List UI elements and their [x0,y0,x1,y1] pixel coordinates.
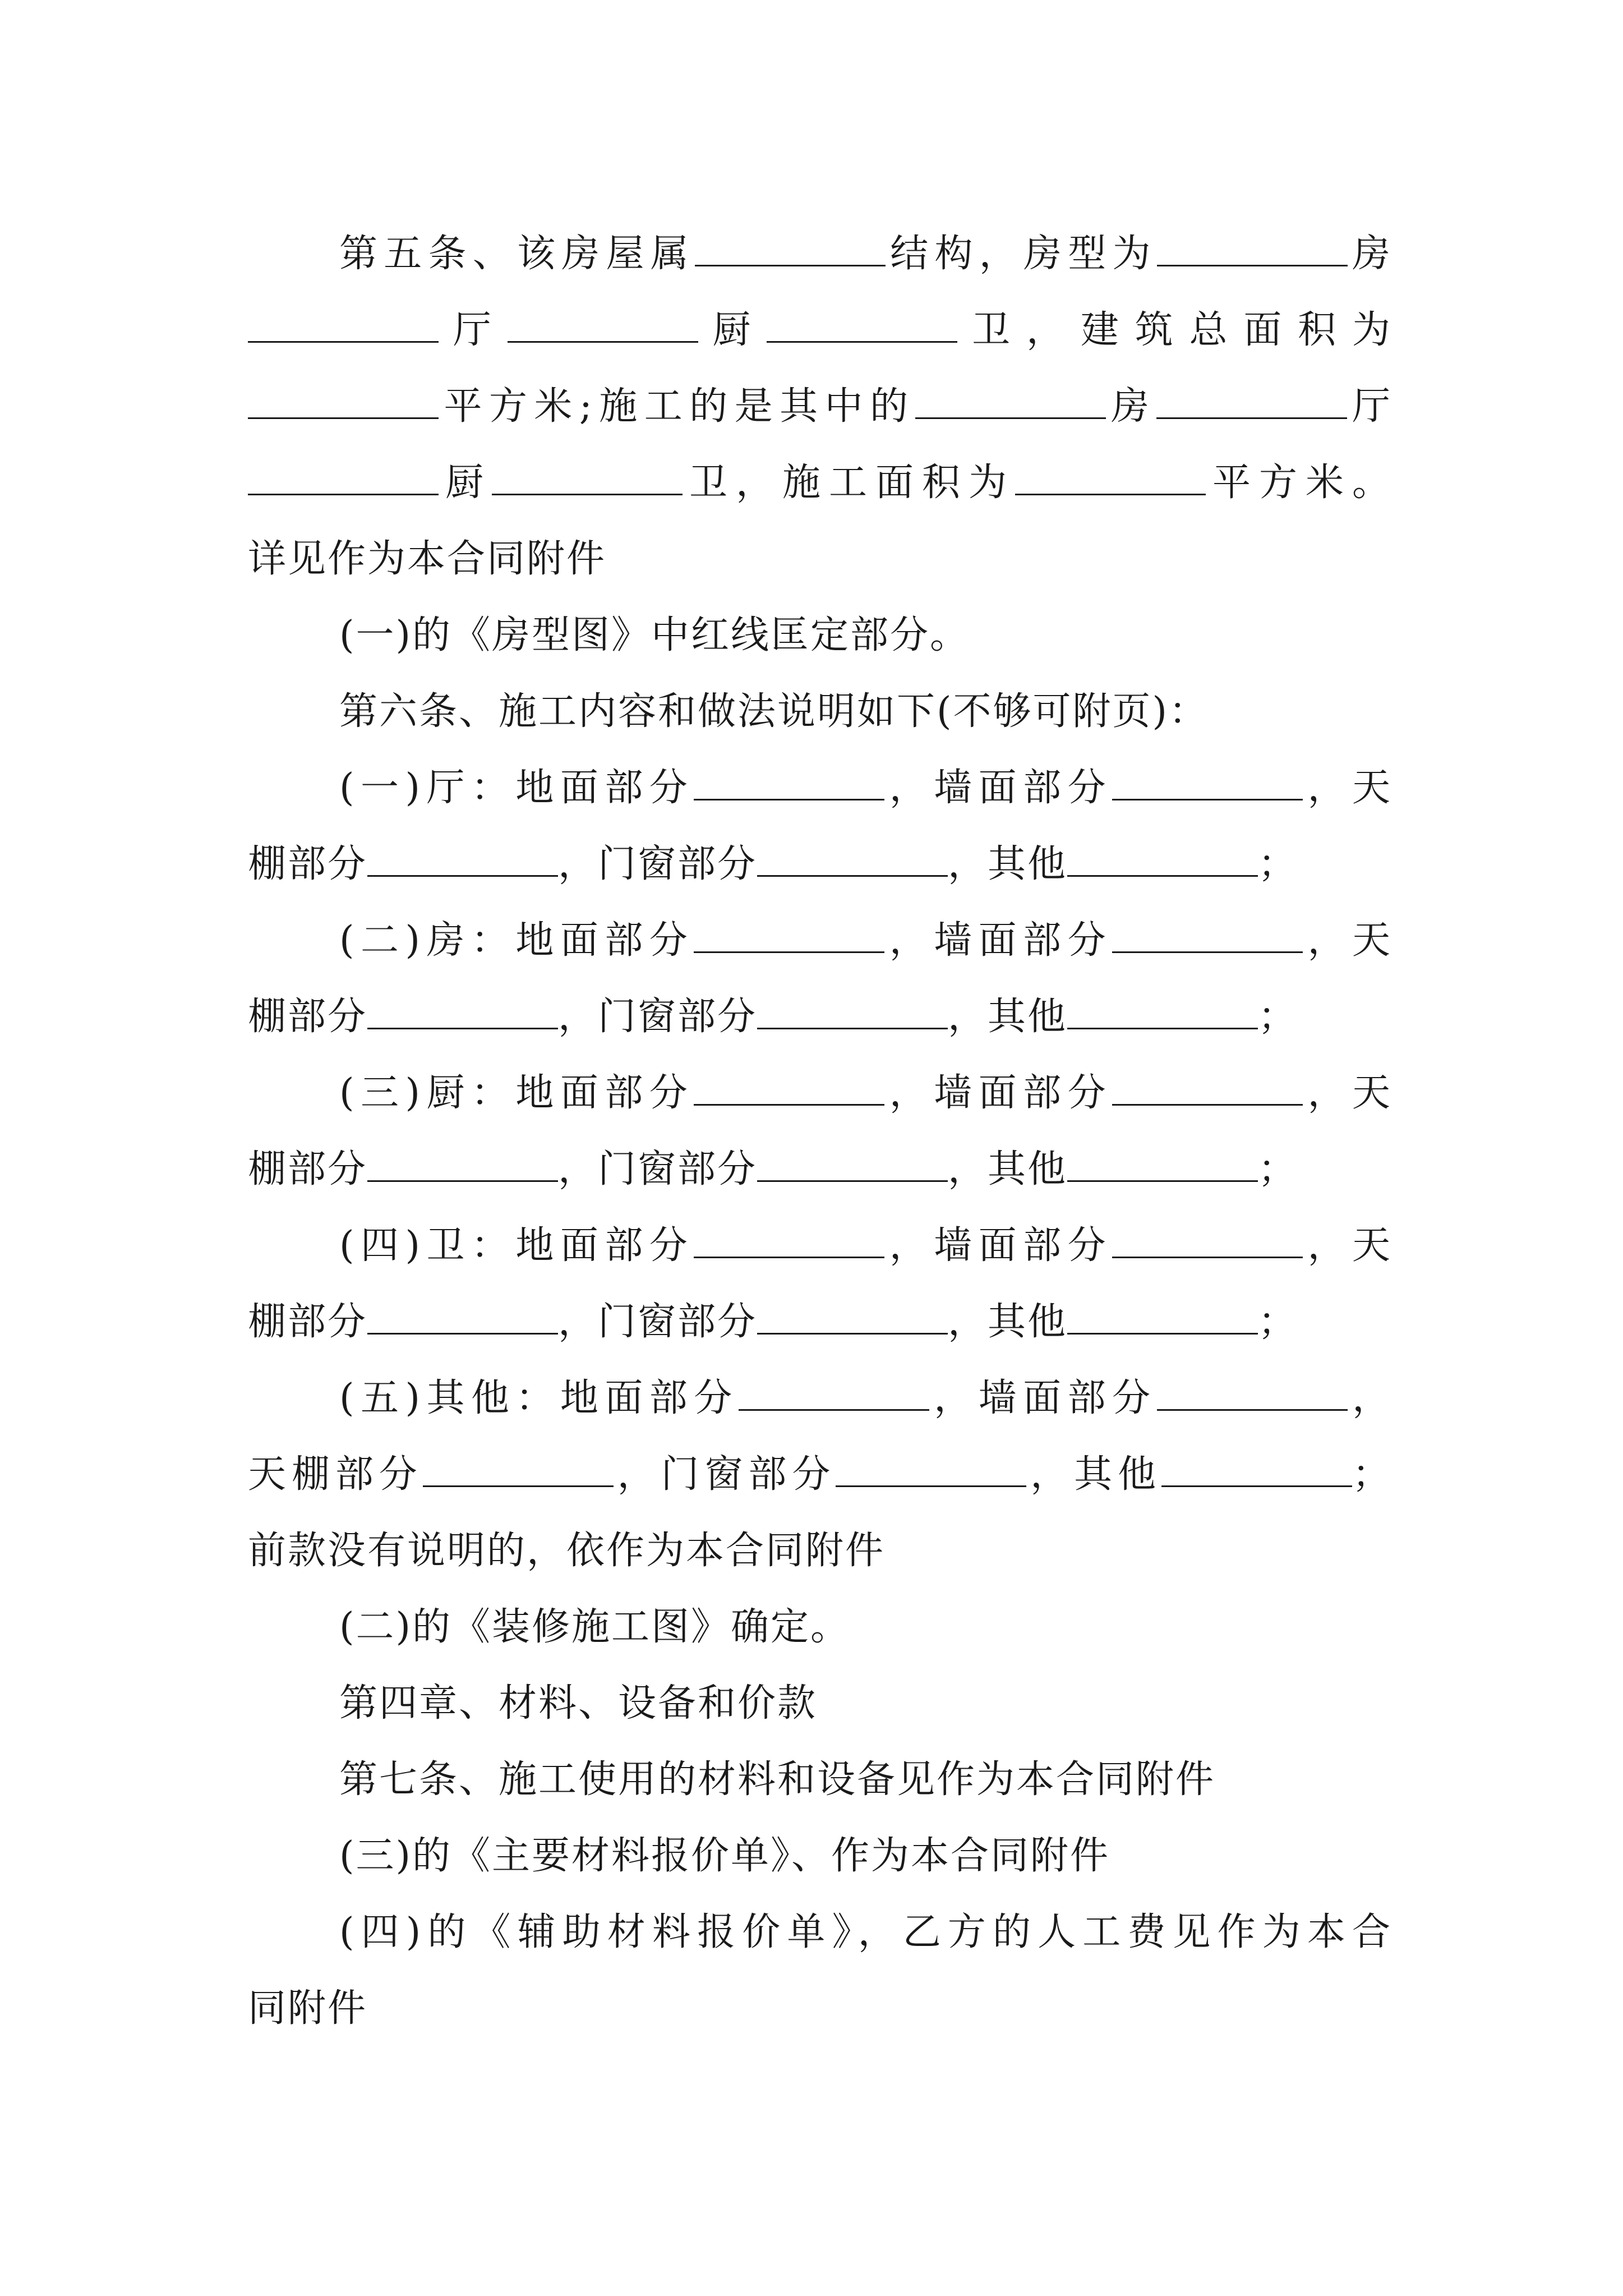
text-segment: (四)卫：地面部分 [339,1223,694,1268]
text-segment: 卫，建筑总面积为 [957,308,1392,352]
text-segment: 厨 [439,461,492,505]
fill-in-blank[interactable] [757,1303,948,1335]
fill-in-blank[interactable] [757,997,948,1029]
text-line [248,750,1392,826]
text-line [248,903,1392,979]
text-segment: 天棚部分 [248,1452,423,1497]
text-line [248,1513,1392,1589]
text-line [248,826,1392,903]
fill-in-blank[interactable] [1112,1074,1303,1106]
text-segment: ，天 [1303,1223,1392,1268]
text-line [248,1971,1392,2047]
text-segment: 第七条、施工使用的材料和设备见作为本合同附件 [339,1757,1216,1802]
text-segment: 卫，施工面积为 [683,461,1015,505]
fill-in-blank[interactable] [508,311,698,343]
text-line [248,1665,1392,1742]
fill-in-blank[interactable] [367,1303,558,1335]
contract-text-body [248,216,1392,2047]
text-line [248,1131,1392,1208]
text-segment: ，门窗部分 [558,1147,758,1191]
text-segment: (三)厨：地面部分 [339,1071,694,1115]
fill-in-blank[interactable] [1157,234,1348,266]
fill-in-blank[interactable] [1161,1455,1352,1487]
text-segment: ，墙面部分 [884,918,1113,963]
text-segment: 第四章、材料、设备和价款 [339,1681,818,1726]
text-line [248,1589,1392,1665]
fill-in-blank[interactable] [836,1455,1026,1487]
text-line [248,1284,1392,1360]
text-line [248,979,1392,1055]
text-segment: (二)房：地面部分 [339,918,694,963]
text-segment: 第六条、施工内容和做法说明如下(不够可附页)： [339,689,1209,734]
text-segment: 房 [1347,232,1392,276]
text-segment: ，其他 [948,995,1068,1039]
text-segment: 结构，房型为 [885,232,1157,276]
text-line [248,1818,1392,1894]
fill-in-blank[interactable] [767,311,957,343]
text-segment: ，门窗部分 [558,995,758,1039]
text-segment: ，墙面部分 [884,766,1113,810]
text-segment: (五)其他：地面部分 [339,1376,739,1420]
text-line [248,674,1392,750]
text-segment: (二)的《装修施工图》确定。 [339,1605,851,1649]
text-line [248,1894,1392,1971]
text-segment: 同附件 [248,1986,368,2031]
fill-in-blank[interactable] [1067,1150,1258,1182]
fill-in-blank[interactable] [248,311,439,343]
text-segment: 棚部分 [248,995,368,1039]
text-segment: 详见作为本合同附件 [248,537,607,581]
text-segment: ，墙面部分 [884,1223,1113,1268]
text-line [248,521,1392,597]
text-segment: ，天 [1303,918,1392,963]
text-line [248,1742,1392,1818]
text-segment: ； [1258,842,1298,886]
fill-in-blank[interactable] [1112,769,1303,800]
fill-in-blank[interactable] [248,387,439,419]
text-line [248,1360,1392,1437]
text-segment: 棚部分 [248,842,368,886]
text-segment: ，门窗部分 [558,842,758,886]
text-segment: 前款没有说明的，依作为本合同附件 [248,1529,886,1573]
fill-in-blank[interactable] [1067,997,1258,1029]
fill-in-blank[interactable] [757,1150,948,1182]
text-segment: 第五条、该房屋属 [339,232,695,276]
text-segment: (三)的《主要材料报价单》、作为本合同附件 [339,1834,1110,1878]
text-line [248,445,1392,521]
text-segment: ； [1258,1147,1298,1191]
fill-in-blank[interactable] [694,921,884,953]
text-segment: 厅 [1347,384,1392,429]
fill-in-blank[interactable] [367,845,558,877]
text-segment: ，天 [1303,766,1392,810]
text-segment: ，其他 [1026,1452,1161,1497]
fill-in-blank[interactable] [694,769,884,800]
fill-in-blank[interactable] [915,387,1106,419]
text-segment: ，其他 [948,1300,1068,1344]
text-segment: 厨 [698,308,767,352]
text-segment: ，门窗部分 [558,1300,758,1344]
text-segment: 平方米;施工的是其中的 [439,384,915,429]
text-segment: ，墙面部分 [884,1071,1113,1115]
text-segment: ； [1258,1300,1298,1344]
text-line [248,369,1392,445]
fill-in-blank[interactable] [1157,1379,1348,1411]
text-segment: (四)的《辅助材料报价单》，乙方的人工费见作为本合 [339,1910,1392,1954]
fill-in-blank[interactable] [1067,1303,1258,1335]
text-segment: ，其他 [948,842,1068,886]
text-segment: ，墙面部分 [929,1376,1157,1420]
text-segment: 棚部分 [248,1147,368,1191]
text-segment: ； [1352,1452,1392,1497]
text-segment: 房 [1105,384,1156,429]
text-segment: ； [1258,995,1298,1039]
text-segment: ，天 [1303,1071,1392,1115]
text-segment: (一)厅：地面部分 [339,766,694,810]
fill-in-blank[interactable] [423,1455,614,1487]
text-segment: 厅 [439,308,508,352]
text-segment: 棚部分 [248,1300,368,1344]
text-segment: ， [1347,1376,1392,1420]
text-line [248,1437,1392,1513]
text-segment: ，其他 [948,1147,1068,1191]
fill-in-blank[interactable] [367,997,558,1029]
fill-in-blank[interactable] [1156,387,1347,419]
fill-in-blank[interactable] [757,845,948,877]
fill-in-blank[interactable] [694,1226,884,1258]
text-line [248,292,1392,369]
fill-in-blank[interactable] [248,463,439,495]
text-line [248,597,1392,674]
text-line [248,1055,1392,1131]
fill-in-blank[interactable] [694,1074,884,1106]
fill-in-blank[interactable] [1112,921,1303,953]
fill-in-blank[interactable] [695,234,886,266]
text-line [248,1208,1392,1284]
fill-in-blank[interactable] [367,1150,558,1182]
text-segment: (一)的《房型图》中红线匡定部分。 [339,613,970,657]
text-line [248,216,1392,292]
fill-in-blank[interactable] [739,1379,929,1411]
text-segment: ，门窗部分 [613,1452,836,1497]
text-segment: 平方米。 [1205,461,1392,505]
fill-in-blank[interactable] [1067,845,1258,877]
fill-in-blank[interactable] [1015,463,1206,495]
fill-in-blank[interactable] [1112,1226,1303,1258]
fill-in-blank[interactable] [492,463,683,495]
